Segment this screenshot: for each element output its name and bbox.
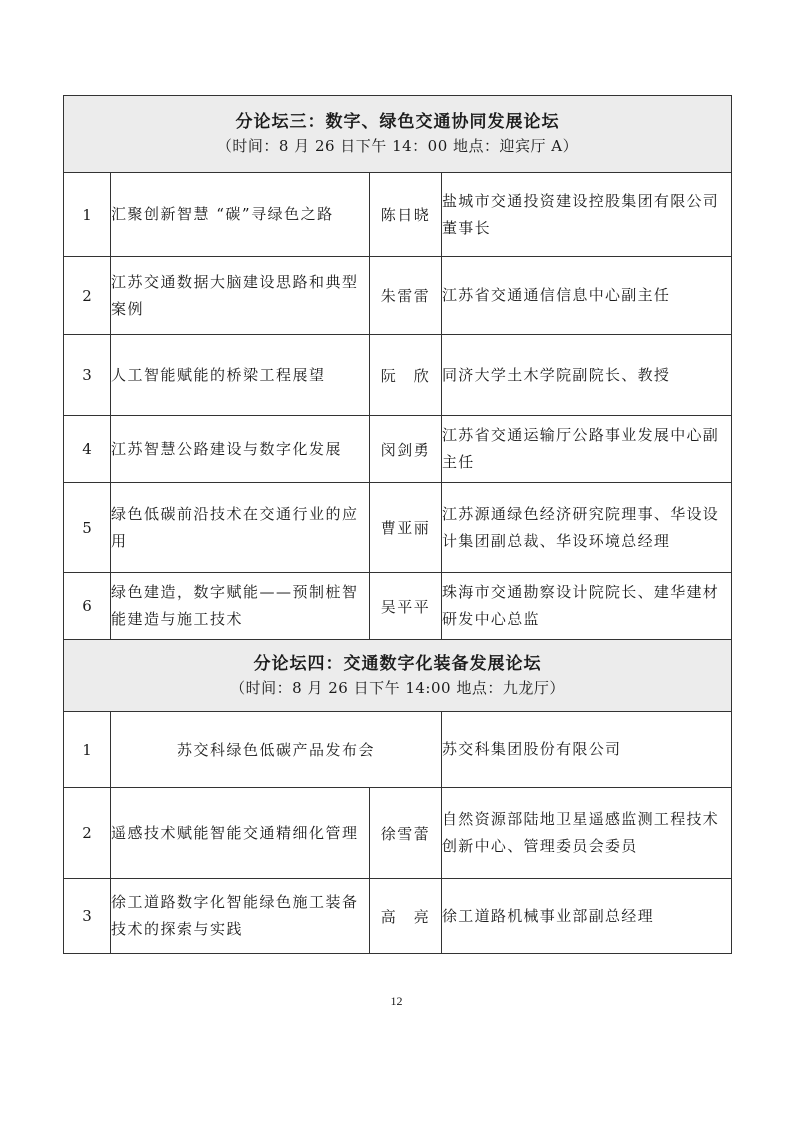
speaker-title: 江苏省交通运输厅公路事业发展中心副主任 <box>442 416 732 483</box>
row-number: 4 <box>64 416 111 483</box>
speaker-name: 徐雪蕾 <box>370 788 442 879</box>
speaker-title: 盐城市交通投资建设控股集团有限公司董事长 <box>442 173 732 257</box>
table-row <box>64 788 732 879</box>
forum3-title: 分论坛三：数字、绿色交通协同发展论坛 <box>235 112 560 132</box>
forum4-header-row <box>64 640 732 712</box>
speaker-title: 江苏源通绿色经济研究院理事、华设设计集团副总裁、华设环境总经理 <box>442 483 732 573</box>
forum3-header <box>64 96 732 173</box>
row-number: 2 <box>64 257 111 335</box>
page-number: 12 <box>390 994 403 1008</box>
talk-topic: 遥感技术赋能智能交通精细化管理 <box>111 788 370 879</box>
forum4-title: 分论坛四：交通数字化装备发展论坛 <box>253 653 542 674</box>
talk-topic: 徐工道路数字化智能绿色施工装备技术的探索与实践 <box>111 879 370 954</box>
forum4-subtitle: （时间：8 月 26 日下午 14:00 地点：九龙厅） <box>230 678 565 697</box>
speaker-name: 阮 欣 <box>370 335 442 416</box>
speaker-title: 江苏省交通通信信息中心副主任 <box>442 257 732 335</box>
table-row <box>64 712 732 788</box>
talk-topic: 江苏智慧公路建设与数字化发展 <box>111 416 370 483</box>
talk-topic: 汇聚创新智慧 “碳”寻绿色之路 <box>111 173 370 257</box>
table-row <box>64 483 732 573</box>
talk-topic: 绿色低碳前沿技术在交通行业的应用 <box>111 483 370 573</box>
row-number: 3 <box>64 335 111 416</box>
speaker-name: 高 亮 <box>370 879 442 954</box>
table-row <box>64 573 732 640</box>
row-number: 2 <box>64 788 111 879</box>
speaker-title: 苏交科集团股份有限公司 <box>442 712 732 788</box>
speaker-title: 珠海市交通勘察设计院院长、建华建材研发中心总监 <box>442 573 732 640</box>
speaker-title: 同济大学土木学院副院长、教授 <box>442 335 732 416</box>
table-row <box>64 257 732 335</box>
speaker-title: 自然资源部陆地卫星遥感监测工程技术创新中心、管理委员会委员 <box>442 788 732 879</box>
talk-topic: 苏交科绿色低碳产品发布会 <box>111 712 442 788</box>
speaker-name: 朱雷雷 <box>370 257 442 335</box>
forum3-header-row <box>64 96 732 173</box>
row-number: 3 <box>64 879 111 954</box>
forum4-header <box>64 640 732 712</box>
agenda-table <box>63 95 732 954</box>
table-row <box>64 879 732 954</box>
speaker-name: 陈日晓 <box>370 173 442 257</box>
table-row <box>64 335 732 416</box>
speaker-title: 徐工道路机械事业部副总经理 <box>442 879 732 954</box>
speaker-name: 闵剑勇 <box>370 416 442 483</box>
table-row <box>64 416 732 483</box>
table-row <box>64 173 732 257</box>
row-number: 5 <box>64 483 111 573</box>
row-number: 6 <box>64 573 111 640</box>
row-number: 1 <box>64 712 111 788</box>
talk-topic: 绿色建造，数字赋能——预制桩智能建造与施工技术 <box>111 573 370 640</box>
speaker-name: 曹亚丽 <box>370 483 442 573</box>
forum3-subtitle: （时间：8 月 26 日下午 14：00 地点：迎宾厅 A） <box>216 137 579 155</box>
talk-topic: 江苏交通数据大脑建设思路和典型案例 <box>111 257 370 335</box>
talk-topic: 人工智能赋能的桥梁工程展望 <box>111 335 370 416</box>
speaker-name: 吴平平 <box>370 573 442 640</box>
row-number: 1 <box>64 173 111 257</box>
